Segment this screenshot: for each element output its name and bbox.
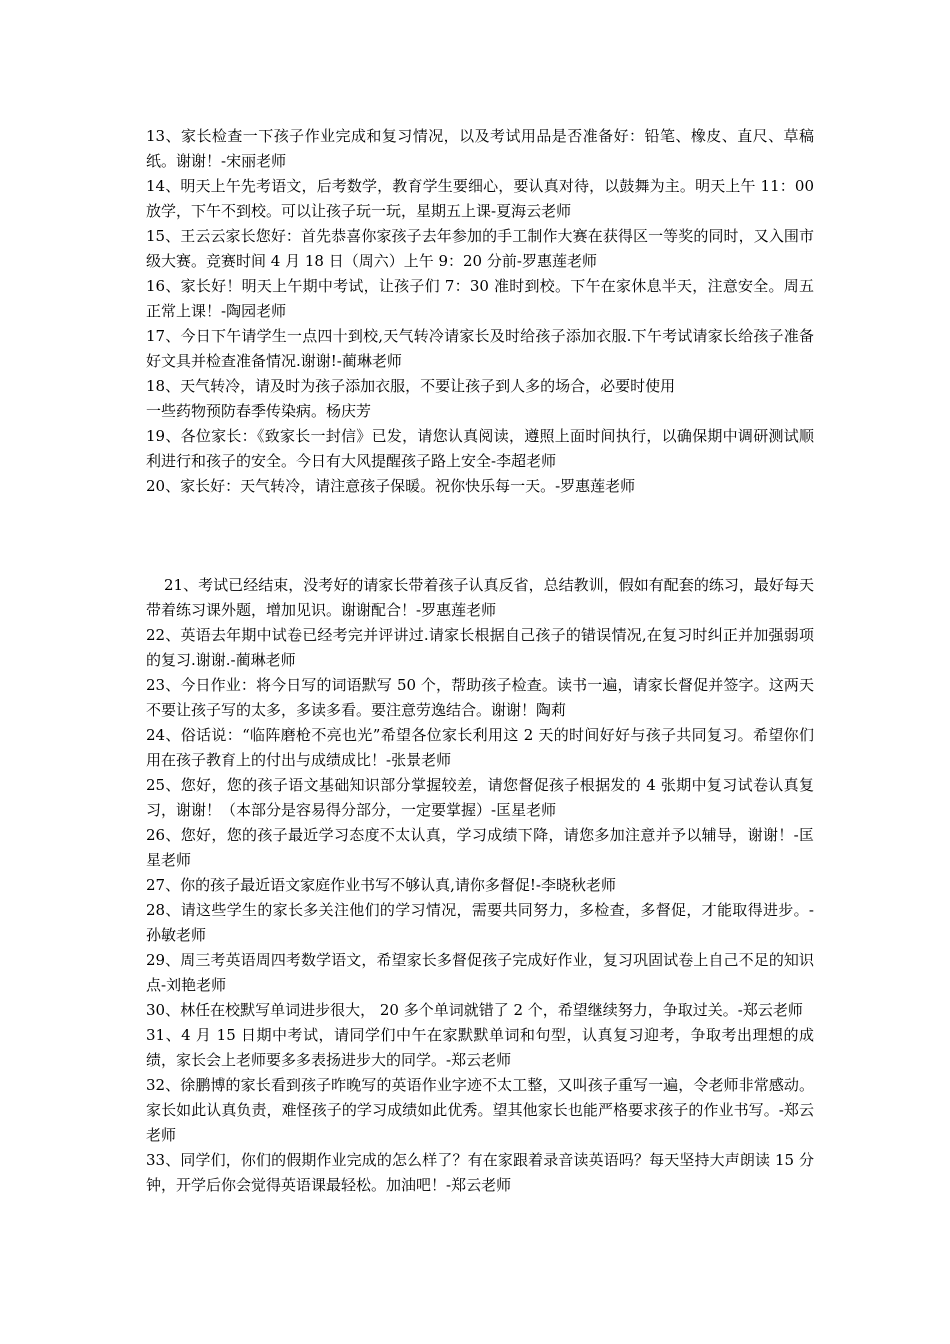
message-16: 16、家长好！明天上午期中考试，让孩子们 7：30 准时到校。下午在家休息半天，注意安全。周五正常上课！-陶园老师 xyxy=(146,277,814,320)
message-27: 27、你的孩子最近语文家庭作业书写不够认真,请你多督促!-李晓秋老师 xyxy=(146,876,616,894)
message-31: 31、4 月 15 日期中考试，请同学们中午在家默默单词和句型，认真复习迎考，争取考出理想的成绩，家长会上老师要多多表扬进步大的同学。-郑云老师 xyxy=(146,1026,814,1069)
message-18-line-1: 18、天气转冷，请及时为孩子添加衣服，不要让孩子到人多的场合，必要时使用 xyxy=(146,377,676,395)
message-17: 17、今日下午请学生一点四十到校,天气转冷请家长及时给孩子添加衣服.下午考试请家长给孩子准备好文具并检查准备情况.谢谢!-蔺琳老师 xyxy=(146,327,814,370)
message-29: 29、周三考英语周四考数学语文，希望家长多督促孩子完成好作业，复习巩固试卷上自己不足的知识点-刘艳老师 xyxy=(146,951,814,994)
message-15: 15、王云云家长您好：首先恭喜你家孩子去年参加的手工制作大赛在获得区一等奖的同时，又入围市级大赛。竞赛时间 4 月 18 日（周六）上午 9：20 分前-罗惠莲老师 xyxy=(146,227,814,270)
message-24: 24、俗话说：“临阵磨枪不亮也光”希望各位家长利用这 2 天的时间好好与孩子共同复习。希望你们用在孩子教育上的付出与成绩成比！-张景老师 xyxy=(146,726,814,769)
message-18-line-2: 一些药物预防春季传染病。杨庆芳 xyxy=(146,402,372,420)
message-26: 26、您好，您的孩子最近学习态度不太认真，学习成绩下降，请您多加注意并予以辅导，谢谢！-匡星老师 xyxy=(146,826,814,869)
message-19: 19、各位家长：《致家长一封信》已发，请您认真阅读，遵照上面时间执行，以确保期中调研测试顺利进行和孩子的安全。今日有大风提醒孩子路上安全-李超老师 xyxy=(146,427,814,470)
message-30: 30、林任在校默写单词进步很大， 20 多个单词就错了 2 个，希望继续努力，争取过关。-郑云老师 xyxy=(146,1001,803,1019)
message-21: 21、考试已经结束，没考好的请家长带着孩子认真反省，总结教训，假如有配套的练习，最好每天带着练习课外题，增加见识。谢谢配合！-罗惠莲老师 xyxy=(146,576,814,619)
message-33: 33、同学们，你们的假期作业完成的怎么样了？有在家跟着录音读英语吗？每天坚持大声朗读 15 分钟，开学后你会觉得英语课最轻松。加油吧！-郑云老师 xyxy=(146,1151,814,1194)
message-23: 23、今日作业：将今日写的词语默写 50 个，帮助孩子检查。读书一遍，请家长督促并签字。这两天不要让孩子写的太多，多读多看。要注意劳逸结合。谢谢！陶莉 xyxy=(146,676,814,719)
message-20: 20、家长好：天气转冷，请注意孩子保暖。祝你快乐每一天。-罗惠莲老师 xyxy=(146,477,636,495)
message-25: 25、您好，您的孩子语文基础知识部分掌握较差，请您督促孩子根据发的 4 张期中复习试卷认真复习，谢谢！（本部分是容易得分部分，一定要掌握）-匡星老师 xyxy=(146,776,814,819)
message-14: 14、明天上午先考语文，后考数学，教育学生要细心，要认真对待，以鼓舞为主。明天上午 11：00 放学，下午不到校。可以让孩子玩一玩，星期五上课-夏海云老师 xyxy=(146,177,814,220)
message-28: 28、请这些学生的家长多关注他们的学习情况，需要共同努力，多检查，多督促，才能取得进步。-孙敏老师 xyxy=(146,901,814,944)
message-22: 22、英语去年期中试卷已经考完并评讲过.请家长根据自己孩子的错误情况,在复习时纠正并加强弱项的复习.谢谢.-蔺琳老师 xyxy=(146,626,814,669)
message-list-21-33 xyxy=(146,573,814,1198)
message-13: 13、家长检查一下孩子作业完成和复习情况，以及考试用品是否准备好：铅笔、橡皮、直尺、草稿纸。谢谢！-宋丽老师 xyxy=(146,127,814,170)
message-32: 32、徐鹏博的家长看到孩子昨晚写的英语作业字迹不太工整，又叫孩子重写一遍，令老师非常感动。家长如此认真负责，难怪孩子的学习成绩如此优秀。望其他家长也能严格要求孩子的作业书写。-郑云老师 xyxy=(146,1076,814,1144)
message-list-13-20 xyxy=(146,124,814,499)
